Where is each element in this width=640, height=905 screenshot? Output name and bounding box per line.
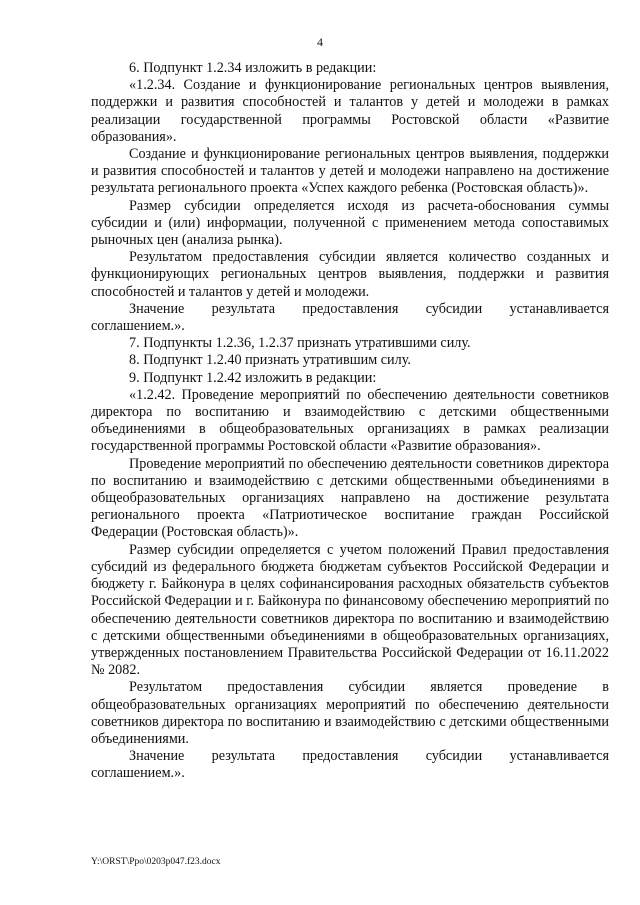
paragraph-item-6: 6. Подпункт 1.2.34 изложить в редакции: bbox=[129, 60, 377, 76]
paragraph-1-2-34-amount: Размер субсидии определяется исходя из расчета-обоснования суммы субсидии и (или) информации, полученной с применением метода сопоставимых рыночных цен (анализа рынка). bbox=[91, 197, 609, 249]
paragraph-1-2-34-title: «1.2.34. Создание и функционирование региональных центров выявления, поддержки и развития способностей и талантов у детей и молодежи в рамках реализации государственной программы Ростовской области «Развитие образования». bbox=[91, 77, 609, 145]
paragraph-1-2-42-purpose: Проведение мероприятий по обеспечению деятельности советников директора по воспитанию и взаимодействию с детскими общественными объединениями в общеобразовательных организациях направлено на достижение результата регионального проекта «Патриотическое воспитание граждан Российской Федерации (Ростовская область)». bbox=[91, 455, 609, 541]
paragraph-1-2-34-value: Значение результата предоставления субсидии устанавливается соглашением.». bbox=[91, 300, 609, 335]
paragraph-item-8: 8. Подпункт 1.2.40 признать утратившим силу. bbox=[129, 352, 411, 369]
paragraph-1-2-42-result: Результатом предоставления субсидии является проведение в общеобразовательных организациях мероприятий по обеспечению деятельности советников директора по воспитанию и взаимодействию с детскими общественными объединениями. bbox=[91, 679, 609, 747]
paragraph-1-2-42-value: Значение результата предоставления субсидии устанавливается соглашением.». bbox=[91, 748, 609, 782]
paragraph-item-7: 7. Подпункты 1.2.36, 1.2.37 признать утратившими силу. bbox=[129, 335, 471, 352]
paragraph-1-2-34-result: Результатом предоставления субсидии является количество созданных и функционирующих региональных центров выявления, поддержки и развития способностей и талантов у детей и молодежи. bbox=[91, 249, 609, 300]
page-number: 4 bbox=[317, 35, 323, 49]
paragraph-1-2-34-purpose: Создание и функционирование региональных центров выявления, поддержки и развития способностей и талантов у детей и молодежи направлено на достижение результата регионального проекта «Успех каждого ребенка (Ростовская область)». bbox=[91, 146, 609, 197]
footer-file-path: Y:\ORST\Ppo\0203p047.f23.docx bbox=[91, 857, 221, 867]
document-body bbox=[91, 60, 609, 783]
paragraph-1-2-42-title: «1.2.42. Проведение мероприятий по обеспечению деятельности советников директора по воспитанию и взаимодействию с детскими общественными объединениями в общеобразовательных организациях в рамках реализации государственной программы Ростовской области «Развитие образования». bbox=[91, 386, 609, 455]
paragraph-1-2-42-amount: Размер субсидии определяется с учетом положений Правил предоставления субсидий из федерального бюджета бюджетам субъектов Российской Федерации и бюджету г. Байконура в целях софинансирования расходных обязательств субъектов Российской Федерации и г. Байконура по финансовому обеспечению мероприятий по обеспечению деятельности советников директора по воспитанию и взаимодействию с детскими общественными объединениями в общеобразовательных организациях, утвержденных постановлением Правительства Российской Федерации от 16.11.2022 № 2082. bbox=[91, 541, 609, 679]
paragraph-item-9: 9. Подпункт 1.2.42 изложить в редакции: bbox=[129, 369, 377, 386]
